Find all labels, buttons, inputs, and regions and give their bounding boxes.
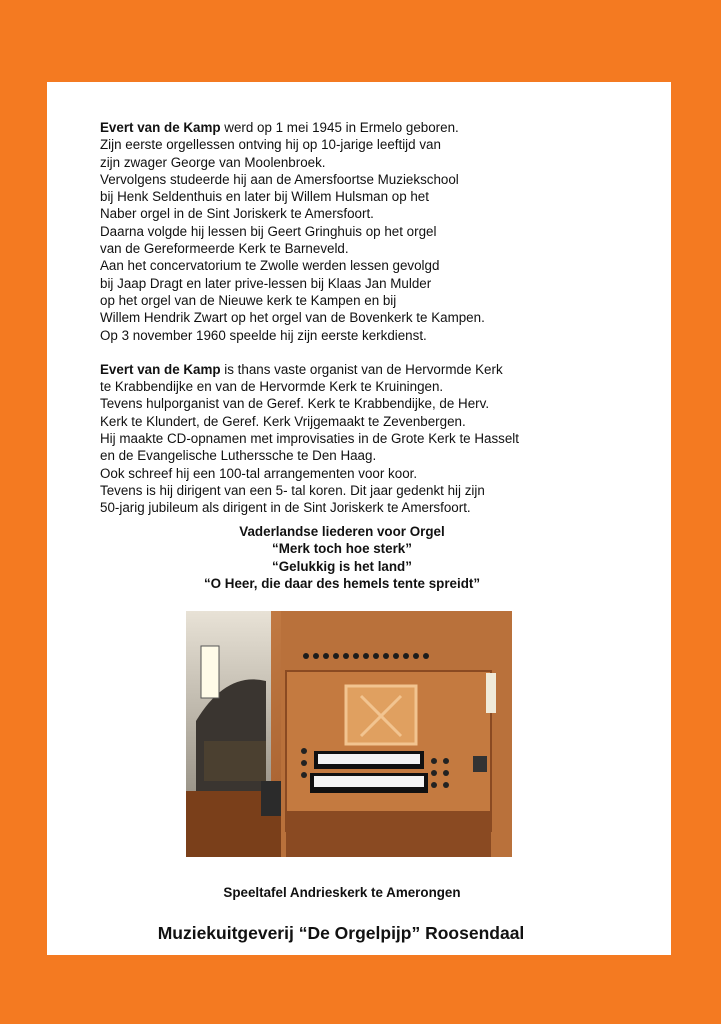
bio-line: Vervolgens studeerde hij aan de Amersfoortse Muziekschool	[100, 171, 459, 187]
bio-line: Zijn eerste orgellessen ontving hij op 10-jarige leeftijd van	[100, 137, 441, 153]
song-title: “O Heer, die daar des hemels tente spreidt”	[203, 575, 481, 591]
bio-line: Tevens is hij dirigent van een 5- tal koren. Dit jaar gedenkt hij zijn	[100, 482, 485, 498]
bio-line: zijn zwager George van Moolenbroek.	[100, 154, 326, 170]
photo-caption: Speeltafel Andrieskerk te Amerongen	[223, 885, 461, 900]
bio-line: bij Jaap Dragt en later prive-lessen bij Klaas Jan Mulder	[100, 275, 432, 291]
artist-name: Evert van de Kamp	[100, 120, 221, 135]
bio-line: van de Gereformeerde Kerk te Barneveld.	[100, 241, 349, 257]
biography-text	[100, 119, 660, 517]
bio-line: Evert van de Kamp is thans vaste organist van de Hervormde Kerk	[100, 361, 503, 377]
song-title: “Gelukkig is het land”	[272, 558, 412, 574]
bio-line: Naber orgel in de Sint Joriskerk te Amersfoort.	[100, 206, 374, 222]
song-titles	[47, 523, 637, 592]
bio-paragraph-1	[100, 119, 660, 344]
bio-line: Kerk te Klundert, de Geref. Kerk Vrijgemaakt te Zevenbergen.	[100, 413, 466, 429]
bio-line: Aan het concervatorium te Zwolle werden lessen gevolgd	[100, 258, 440, 274]
bio-paragraph-2	[100, 361, 660, 517]
organ-console-photo	[186, 611, 512, 857]
bio-line: te Krabbendijke en van de Hervormde Kerk te Kruiningen.	[100, 379, 444, 395]
song-title: “Merk toch hoe sterk”	[272, 541, 412, 557]
bio-line: en de Evangelische Lutherssche te Den Haag.	[100, 448, 377, 464]
bio-line: Op 3 november 1960 speelde hij zijn eerste kerkdienst.	[100, 327, 427, 343]
bio-line: op het orgel van de Nieuwe kerk te Kampen en bij	[100, 292, 397, 308]
bio-line: Tevens hulporganist van de Geref. Kerk te Krabbendijke, de Herv.	[100, 396, 490, 412]
bio-line: bij Henk Seldenthuis en later bij Willem Hulsman op het	[100, 189, 429, 205]
organ-console-illustration	[186, 611, 512, 857]
bio-line: Daarna volgde hij lessen bij Geert Gringhuis op het orgel	[100, 223, 437, 239]
collection-title: Vaderlandse liederen voor Orgel	[239, 524, 445, 539]
bio-line: Hij maakte CD-opnamen met improvisaties in de Grote Kerk te Hasselt	[100, 431, 519, 447]
artist-name: Evert van de Kamp	[100, 361, 221, 377]
bio-line: Willem Hendrik Zwart op het orgel van de Bovenkerk te Kampen.	[100, 310, 485, 326]
bio-line: Ook schreef hij een 100-tal arrangementen voor koor.	[100, 465, 418, 481]
bio-line: 50-jarig jubileum als dirigent in de Sint Joriskerk te Amersfoort.	[100, 500, 471, 516]
bio-line: Evert van de Kamp werd op 1 mei 1945 in Ermelo geboren.	[100, 120, 459, 135]
document-page	[47, 82, 671, 955]
publisher-name: Muziekuitgeverij “De Orgelpijp” Roosendaal	[157, 923, 525, 943]
